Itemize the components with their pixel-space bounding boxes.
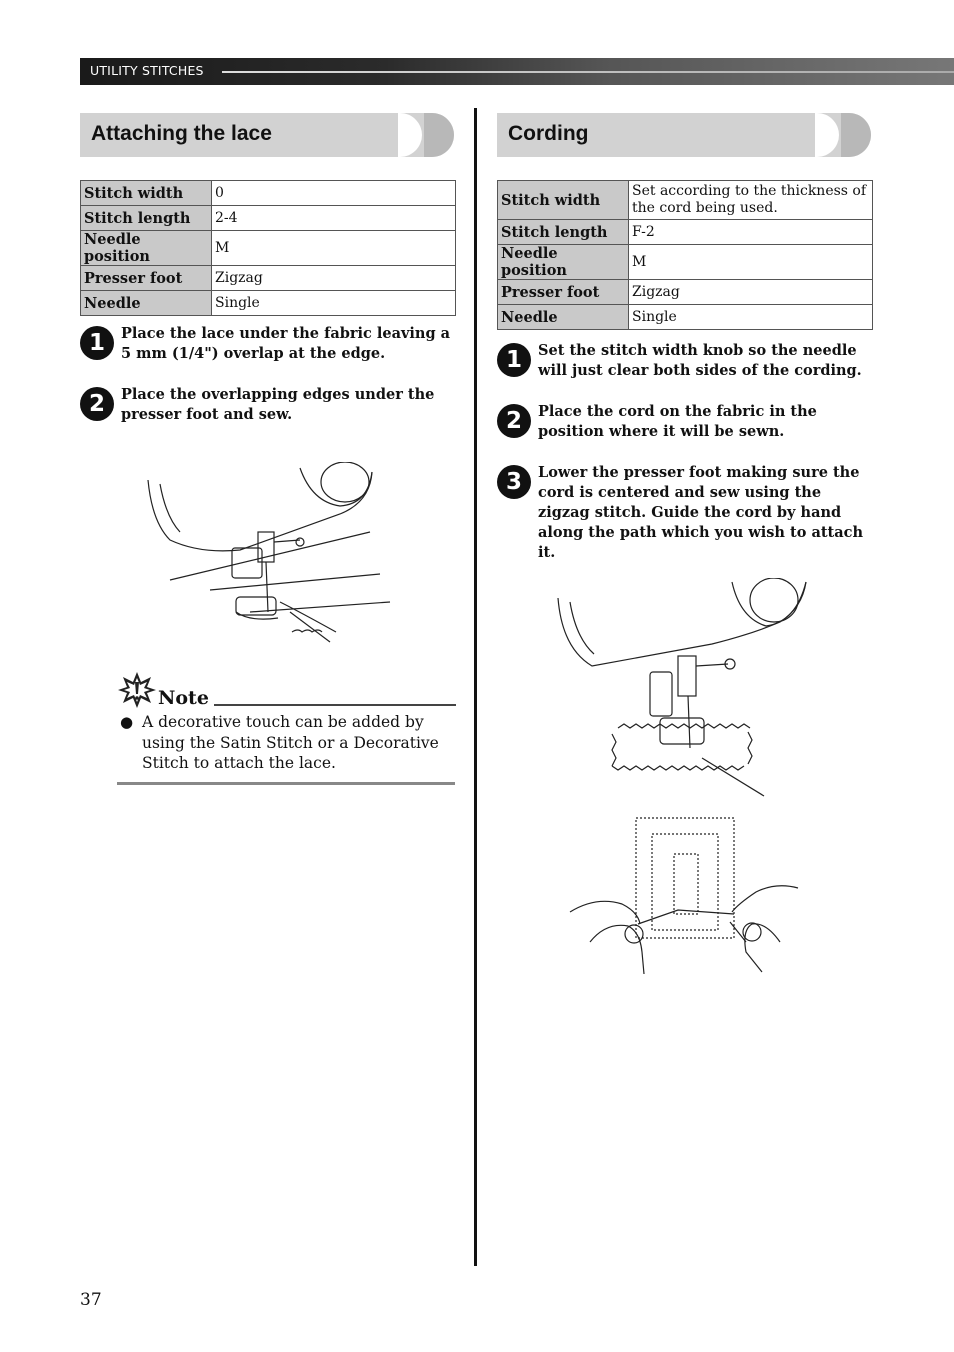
setting-key: Presser foot (498, 280, 629, 305)
heading-tab-decoration (424, 113, 454, 157)
right-section-title: Cording (508, 122, 589, 145)
note-rule (214, 704, 456, 706)
setting-value: M (212, 231, 456, 266)
left-section-title: Attaching the lace (91, 122, 272, 145)
table-row (81, 266, 456, 291)
right-step-2 (497, 402, 873, 442)
step-text: Lower the presser foot making sure the cord is centered and sew using the zigzag stitch. Guide the cord by hand along the path which you wish to attach it. (538, 464, 863, 561)
step-number-badge: 3 (497, 465, 531, 499)
step-number-badge: 2 (497, 404, 531, 438)
heading-tab-decoration (815, 113, 839, 157)
bullet-icon: ● (120, 713, 134, 731)
setting-key: Needle position (81, 231, 212, 266)
table-row (498, 245, 873, 280)
step-number-badge: 2 (80, 387, 114, 421)
step-text: Place the lace under the fabric leaving a 5 mm (1/4") overlap at the edge. (121, 325, 451, 362)
table-row (498, 220, 873, 245)
setting-value: Zigzag (629, 280, 873, 305)
setting-key: Stitch width (498, 181, 629, 220)
note-body (120, 712, 455, 774)
cording-sewing-illustration (552, 578, 812, 800)
setting-key: Stitch width (81, 181, 212, 206)
lace-sewing-illustration (140, 462, 400, 652)
page-number: 37 (80, 1290, 102, 1310)
note-bottom-rule (117, 782, 455, 785)
note-text: A decorative touch can be added by using the Satin Stitch or a Decorative Stitch to attach the lace. (142, 713, 439, 772)
setting-value: Single (629, 305, 873, 330)
table-row (498, 280, 873, 305)
right-step-1 (497, 341, 873, 381)
left-step-1 (80, 324, 456, 364)
step-text: Place the overlapping edges under the presser foot and sew. (121, 386, 435, 423)
setting-value: M (629, 245, 873, 280)
section-label: UTILITY STITCHES (90, 63, 204, 78)
setting-key: Stitch length (498, 220, 629, 245)
heading-tab-decoration (398, 113, 422, 157)
setting-key: Presser foot (81, 266, 212, 291)
right-step-3 (497, 463, 873, 563)
table-row (498, 181, 873, 220)
heading-tab-decoration (841, 113, 871, 157)
setting-value: Set according to the thickness of the cord being used. (629, 181, 873, 220)
right-section-heading (497, 113, 871, 157)
right-settings-table (497, 180, 873, 330)
step-number-badge: 1 (80, 326, 114, 360)
note-heading (118, 672, 456, 708)
note-title: Note (158, 687, 209, 709)
setting-key: Stitch length (81, 206, 212, 231)
setting-value: 0 (212, 181, 456, 206)
section-header-bar (80, 58, 954, 85)
table-row (498, 305, 873, 330)
setting-value: F-2 (629, 220, 873, 245)
setting-value: 2-4 (212, 206, 456, 231)
step-text: Set the stitch width knob so the needle will just clear both sides of the cording. (538, 342, 862, 379)
cord-path-hands-illustration (566, 812, 802, 978)
step-text: Place the cord on the fabric in the position where it will be sewn. (538, 403, 817, 440)
setting-value: Zigzag (212, 266, 456, 291)
setting-key: Needle (81, 291, 212, 316)
column-divider (474, 108, 477, 1266)
setting-key: Needle position (498, 245, 629, 280)
table-row (81, 206, 456, 231)
setting-value: Single (212, 291, 456, 316)
setting-key: Needle (498, 305, 629, 330)
left-section-heading (80, 113, 454, 157)
table-row (81, 291, 456, 316)
table-row (81, 231, 456, 266)
note-burst-icon (118, 672, 156, 708)
left-step-2 (80, 385, 456, 425)
table-row (81, 181, 456, 206)
header-rule (222, 71, 954, 73)
left-settings-table (80, 180, 456, 316)
step-number-badge: 1 (497, 343, 531, 377)
